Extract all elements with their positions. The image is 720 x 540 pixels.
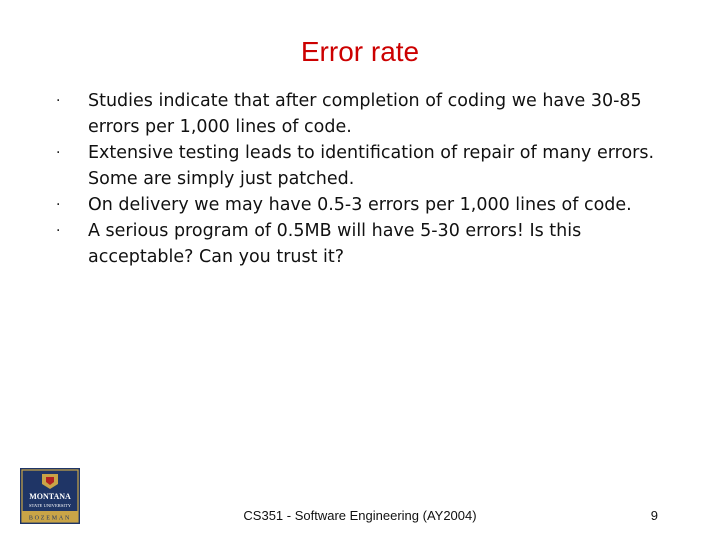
bullet-list (56, 88, 656, 270)
bullet-text: Studies indicate that after completion of coding we have 30-85 errors per 1,000 lines of code. (88, 91, 642, 137)
logo-line3: BOZEMAN (28, 515, 72, 522)
bullet-text: On delivery we may have 0.5-3 errors per 1,000 lines of code. (88, 195, 632, 215)
bullet-text: Extensive testing leads to identification of repair of many errors. Some are simply just patched. (88, 143, 655, 189)
logo-line1: MONTANA (29, 492, 71, 501)
bullet-item (56, 192, 656, 218)
bullet-marker: · (56, 197, 61, 213)
bullet-item (56, 140, 656, 192)
footer-text: CS351 - Software Engineering (AY2004) (243, 508, 477, 523)
page-number: 9 (650, 508, 658, 523)
bullet-text: A serious program of 0.5MB will have 5-30 errors! Is this acceptable? Can you trust it? (88, 221, 582, 267)
bullet-marker: · (56, 223, 61, 239)
bullet-item (56, 88, 656, 140)
bullet-marker: · (56, 145, 61, 161)
logo-line2: STATE UNIVERSITY (28, 503, 72, 508)
slide-title: Error rate (300, 36, 420, 67)
bullet-marker: · (56, 93, 61, 109)
bullet-item (56, 218, 656, 270)
